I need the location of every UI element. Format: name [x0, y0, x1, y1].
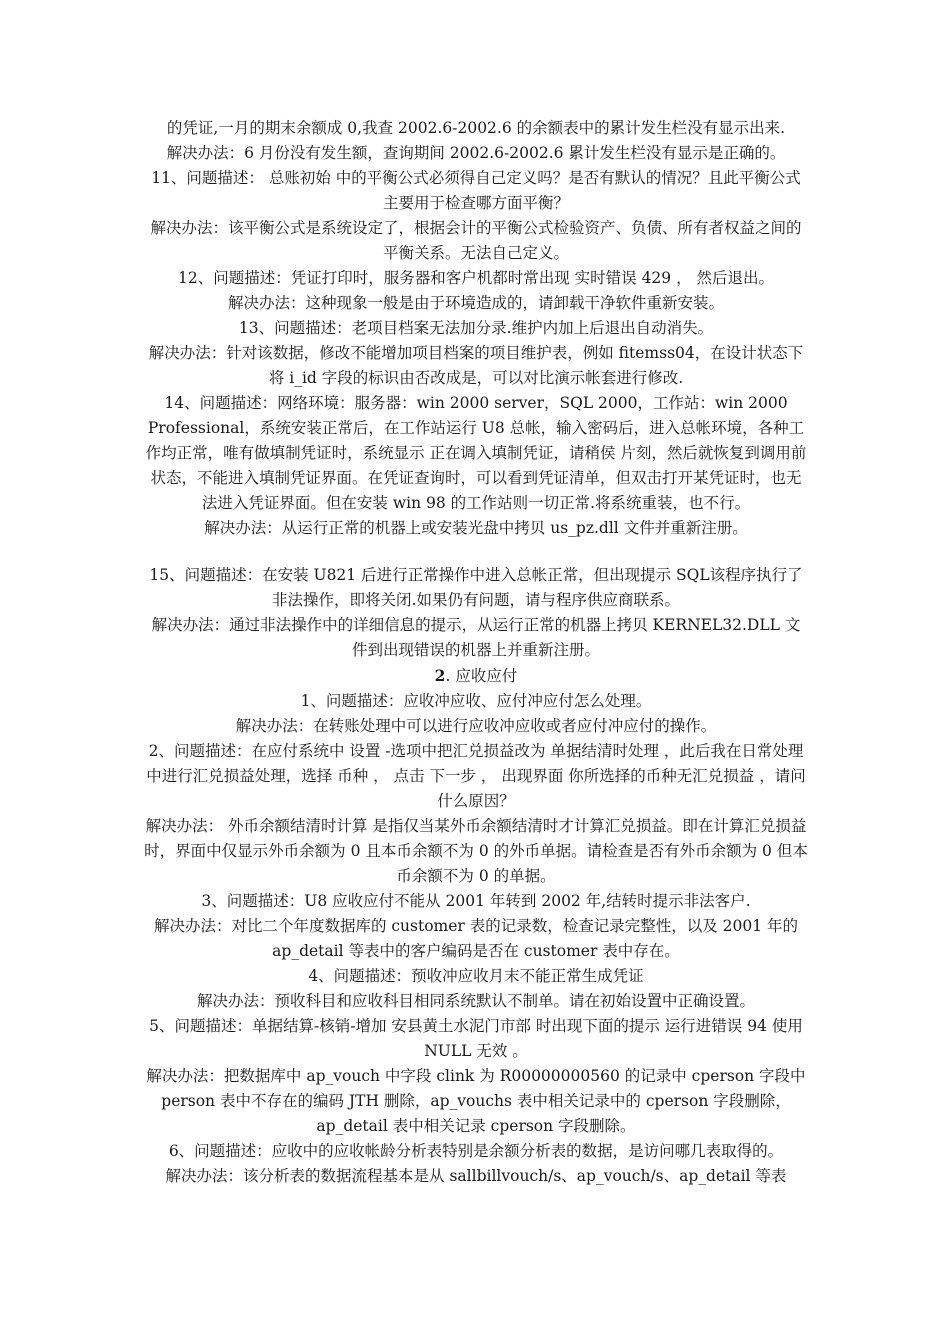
paragraph: 解决办法：该平衡公式是系统设定了，根据会计的平衡公式检验资产、负债、所有者权益之间的平衡关系。无法自己定义。 — [150, 219, 802, 262]
paragraph: 解决办法：预收科目和应收科目相同系统默认不制单。请在初始设置中正确设置。 — [196, 992, 755, 1010]
paragraph: 14、问题描述：网络环境：服务器：win 2000 server，SQL 2000，工作站：win 2000 Professional，系统安装正常后，在工作站运行 U8 总帐，输入密码后，进入总帐环境，各种工作均正常，唯有做填制凭证时，系统显示 正在调入填制凭证，请稍侯 片刻，然后就恢复到调用前状态，不能进入填制凭证界面。在凭证查询时，可以看到凭证清单，但双击打开某凭证时，也无法进入凭证界面。但在安装 win 98 的工作站则一切正常.将系统重装，也不行。 — [145, 394, 807, 512]
paragraph: 4、问题描述：预收冲应收月末不能正常生成凭证 — [308, 967, 644, 985]
paragraph: 6、问题描述：应收中的应收帐龄分析表特别是余额分析表的数据，是访问哪几表取得的。 — [168, 1142, 784, 1160]
paragraph: 解决办法：针对该数据，修改不能增加项目档案的项目维护表，例如 fitemss04，在设计状态下将 i_id 字段的标识由否改成是，可以对比演示帐套进行修改. — [148, 344, 804, 387]
paragraph: 解决办法：把数据库中 ap_vouch 中字段 clink 为 R00000000560 的记录中 cperson 字段中 person 表中不存在的编码 JTH 删除，ap_vouchs 表中相关记录中的 cperson 字段删除，ap_detail 表中相关记录 cperson 字段删除。 — [146, 1067, 806, 1135]
paragraph: 13、问题描述：老项目档案无法加分录.维护内加上后退出自动消失。 — [238, 319, 714, 337]
paragraph: 5、问题描述：单据结算-核销-增加 安县黄土水泥门市部 时出现下面的提示 运行进错误 94 使用 NULL 无效 。 — [149, 1017, 803, 1060]
paragraph: 解决办法： 外币余额结清时计算 是指仅当某外币余额结清时才计算汇兑损益。即在计算汇兑损益时，界面中仅显示外币余额为 0 且本币余额不为 0 的外币单据。请检查是否有外币余额为 0 但本币余额不为 0 的单据。 — [144, 817, 808, 885]
section-heading — [144, 663, 808, 689]
paragraph: 11、问题描述： 总账初始 中的平衡公式必须得自己定义吗？是否有默认的情况？且此平衡公式主要用于检查哪方面平衡？ — [151, 169, 801, 212]
paragraph: 解决办法：该分析表的数据流程基本是从 sallbillvouch/s、ap_vouch/s、ap_detail 等表 — [165, 1167, 787, 1185]
paragraph: 解决办法：从运行正常的机器上或安装光盘中拷贝 us_pz.dll 文件并重新注册。 — [204, 519, 748, 537]
paragraph: 3、问题描述：U8 应收应付不能从 2001 年转到 2002 年,结转时提示非法客户. — [201, 892, 751, 910]
paragraph: 解决办法：在转账处理中可以进行应收冲应收或者应付冲应付的操作。 — [235, 717, 717, 735]
document-page — [144, 116, 808, 1189]
paragraph: 解决办法：对比二个年度数据库的 customer 表的记录数，检查记录完整性，以及 2001 年的 ap_detail 等表中的客户编码是否在 customer 表中存在。 — [153, 917, 799, 960]
section-number: 2 — [434, 666, 446, 685]
paragraph: 15、问题描述：在安装 U821 后进行正常操作中进入总帐正常，但出现提示 SQL该程序执行了非法操作，即将关闭.如果仍有问题，请与程序供应商联系。 — [149, 566, 803, 609]
paragraph: 解决办法：这种现象一般是由于环境造成的，请卸载干净软件重新安装。 — [227, 294, 724, 312]
paragraph: 2、问题描述：在应付系统中 设置 -选项中把汇兑损益改为 单据结清时处理 ，此后我在日常处理中进行汇兑损益处理，选择 币种 ， 点击 下一步 ， 出现界面 你所选择的币种无汇兑损益 ，请问什么原因？ — [146, 742, 806, 810]
paragraph: 12、问题描述：凭证打印时，服务器和客户机都时常出现 实时错误 429 ， 然后退出。 — [177, 269, 775, 287]
paragraph: 1、问题描述：应收冲应收、应付冲应付怎么处理。 — [300, 692, 652, 710]
section-title: . 应收应付 — [445, 667, 518, 685]
paragraph: 解决办法：通过非法操作中的详细信息的提示，从运行正常的机器上拷贝 KERNEL32.DLL 文件到出现错误的机器上并重新注册。 — [151, 616, 801, 659]
paragraph: 的凭证,一月的期末余额成 0,我查 2002.6-2002.6 的余额表中的累计发生栏没有显示出来. — [166, 119, 786, 137]
paragraph: 解决办法：6 月份没有发生额，查询期间 2002.6-2002.6 累计发生栏没有显示是正确的。 — [166, 144, 786, 162]
